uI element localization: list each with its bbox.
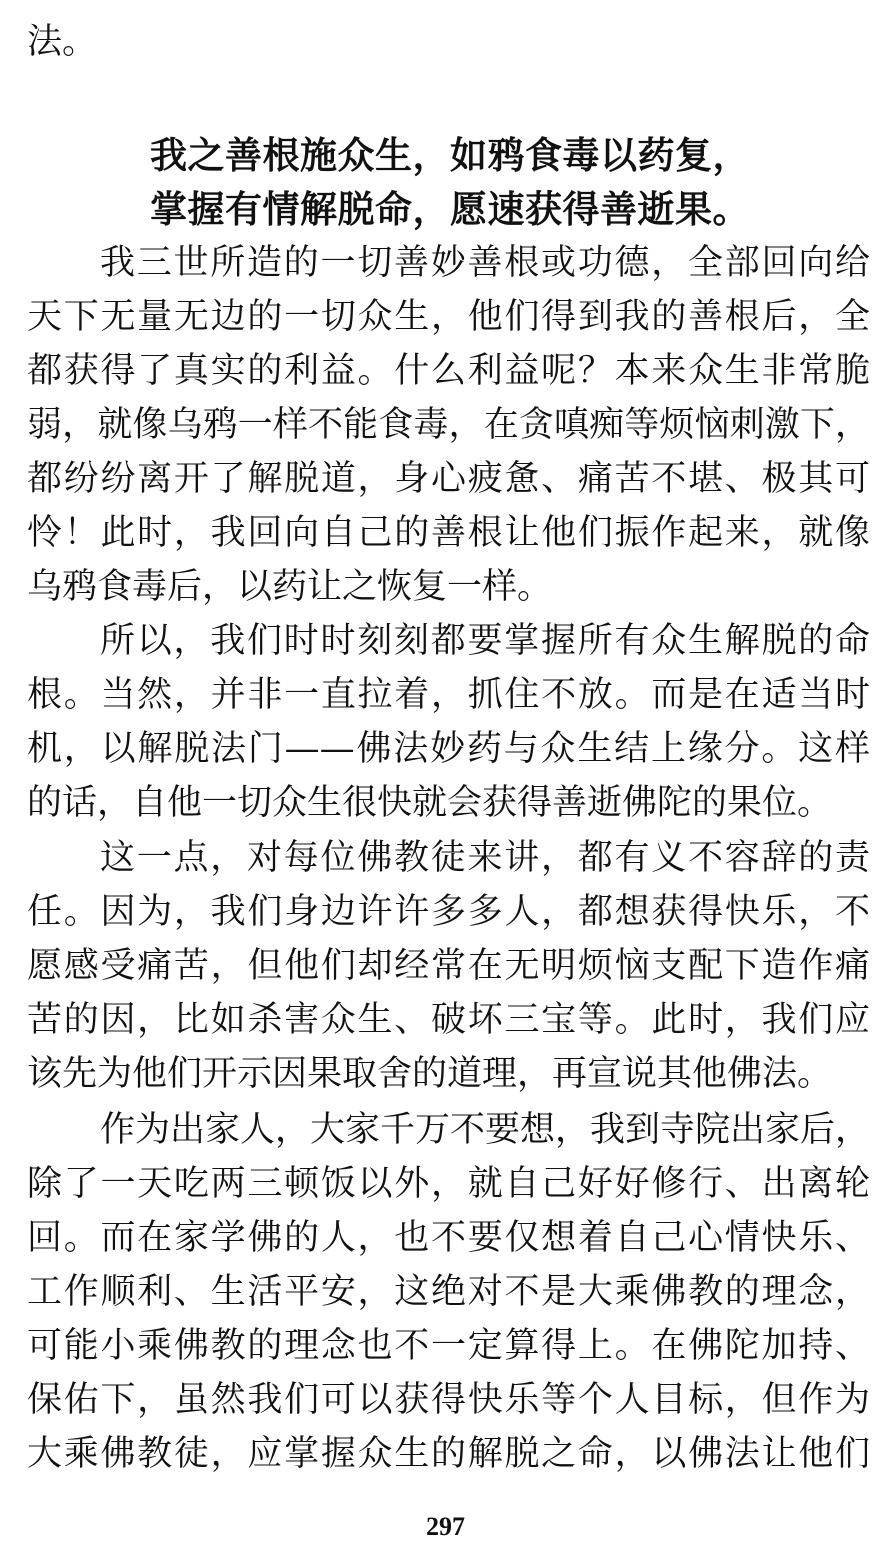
paragraph-3-line-2: 任。因为，我们身边许许多多人，都想获得快乐，不 bbox=[27, 892, 870, 932]
paragraph-1-line-3: 都获得了真实的利益。什么利益呢？本来众生非常脆 bbox=[27, 351, 870, 391]
paragraph-4-line-3: 回。而在家学佛的人，也不要仅想着自己心情快乐、 bbox=[27, 1218, 870, 1258]
paragraph-1-line-4: 弱，就像乌鸦一样不能食毒，在贪嗔痴等烦恼刺激下， bbox=[27, 405, 870, 445]
paragraph-1-line-7: 乌鸦食毒后，以药让之恢复一样。 bbox=[27, 567, 553, 607]
paragraph-1-line-2: 天下无量无边的一切众生，他们得到我的善根后，全 bbox=[27, 297, 870, 337]
paragraph-4-line-2: 除了一天吃两三顿饭以外，就自己好好修行、出离轮 bbox=[27, 1164, 870, 1204]
paragraph-1-line-6: 怜！此时，我回向自己的善根让他们振作起来，就像 bbox=[27, 513, 870, 553]
paragraph-3-line-4: 苦的因，比如杀害众生、破坏三宝等。此时，我们应 bbox=[27, 1000, 870, 1040]
paragraph-4-line-1: 作为出家人，大家千万不要想，我到寺院出家后， bbox=[100, 1110, 871, 1150]
paragraph-4-line-5: 可能小乘佛教的理念也不一定算得上。在佛陀加持、 bbox=[27, 1326, 870, 1366]
paragraph-3-line-3: 愿感受痛苦，但他们却经常在无明烦恼支配下造作痛 bbox=[27, 946, 870, 986]
paragraph-2-line-4: 的话，自他一切众生很快就会获得善逝佛陀的果位。 bbox=[27, 783, 833, 823]
paragraph-1-line-1: 我三世所造的一切善妙善根或功德，全部回向给 bbox=[100, 243, 870, 283]
paragraph-2-line-1: 所以，我们时时刻刻都要掌握所有众生解脱的命 bbox=[100, 621, 870, 661]
paragraph-4-line-4: 工作顺利、生活平安，这绝对不是大乘佛教的理念， bbox=[27, 1272, 870, 1312]
paragraph-2-line-2: 根。当然，并非一直拉着，抓住不放。而是在适当时 bbox=[27, 675, 870, 715]
verse-line-1: 我之善根施众生，如鸦食毒以药复， bbox=[150, 133, 750, 177]
paragraph-4-line-7: 大乘佛教徒，应掌握众生的解脱之命，以佛法让他们 bbox=[27, 1434, 870, 1474]
paragraph-4-line-6: 保佑下，虽然我们可以获得快乐等个人目标，但作为 bbox=[27, 1380, 870, 1420]
paragraph-3-line-1: 这一点，对每位佛教徒来讲，都有义不容辞的责 bbox=[100, 838, 870, 878]
verse-line-2: 掌握有情解脱命，愿速获得善逝果。 bbox=[150, 187, 750, 231]
paragraph-1-line-5: 都纷纷离开了解脱道，身心疲惫、痛苦不堪、极其可 bbox=[27, 459, 870, 499]
page-number: 297 bbox=[426, 1512, 465, 1541]
paragraph-3-line-5: 该先为他们开示因果取舍的道理，再宣说其他佛法。 bbox=[27, 1054, 833, 1094]
top-fragment: 法。 bbox=[27, 22, 98, 62]
paragraph-2-line-3: 机，以解脱法门——佛法妙药与众生结上缘分。这样 bbox=[27, 729, 870, 769]
